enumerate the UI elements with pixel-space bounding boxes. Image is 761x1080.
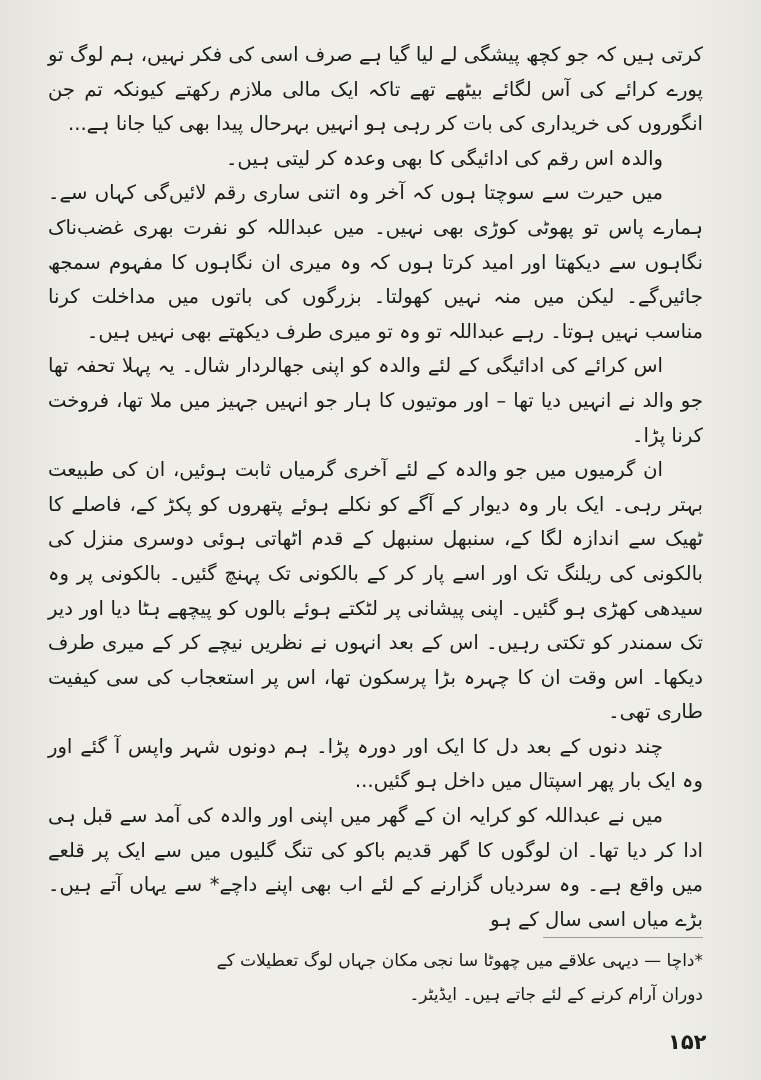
- paragraph-7: میں نے عبداللہ کو کرایہ ان کے گھر میں اپنی اور والدہ کی آمد سے قبل ہی ادا کر دیا تھا۔ ان لوگوں کا گھر قدیم باکو کی تنگ گلیوں میں سے ایک پر قلعے میں واقع ہے۔ وہ سردیاں گزارنے کے لئے اب بھی اپنے داچے* سے یہاں آتے ہیں۔ بڑے میاں اسی سال کے ہو: [48, 804, 703, 931]
- paragraph-2: والدہ اس رقم کی ادائیگی کا بھی وعدہ کر لیتی ہیں۔: [225, 146, 663, 170]
- page-number: ۱۵۲: [668, 1030, 707, 1054]
- paragraph-3: میں حیرت سے سوچتا ہوں کہ آخر وہ اتنی ساری رقم لائیں‌گی کہاں سے۔ ہمارے پاس تو پھوٹی کوڑی بھی نہیں۔ میں عبداللہ کو نفرت بھری غضب‌ناک نگاہوں سے دیکھتا اور امید کرتا ہوں کہ وہ میری ان نگاہوں کا مفہوم سمجھ جائیں‌گے۔ لیکن میں منہ نہیں کھولتا۔ بزرگوں کی باتوں میں مداخلت کرنا مناسب نہیں ہوتا۔ رہے عبداللہ تو وہ تو میری طرف دیکھتے بھی نہیں ہیں۔: [48, 181, 703, 343]
- paragraph-1: کرتی ہیں کہ جو کچھ پیشگی لے لیا گیا ہے صرف اسی کی فکر نہیں، ہم لوگ تو پورے کرائے کی آس لگائے بیٹھے تھے تاکہ ایک مالی ملازم رکھتے کیونکہ تم جن انگوروں کی خریداری کی بات کر رہی ہو انہیں بہرحال پیدا بھی کیا جانا ہے...: [48, 43, 703, 136]
- paragraph-4: اس کرائے کی ادائیگی کے لئے والدہ کو اپنی جھالردار شال۔ یہ پہلا تحفہ تھا جو والد نے انہیں دیا تھا – اور موتیوں کا ہار جو انہیں جہیز میں ملا تھا، فروخت کرنا پڑا۔: [48, 354, 703, 447]
- body-text: [48, 38, 703, 937]
- footnote-line-2: دوران آرام کرنے کے لئے جاتے ہیں۔ ایڈیٹر۔: [409, 985, 703, 1005]
- footnote: [48, 944, 703, 1012]
- footnote-line-1: *داچا — دیہی علاقے میں چھوٹا سا نجی مکان جہاں لوگ تعطیلات کے: [216, 951, 703, 971]
- paragraph-6: چند دنوں کے بعد دل کا ایک اور دورہ پڑا۔ ہم دونوں شہر واپس آ گئے اور وہ ایک بار پھر اسپتال میں داخل ہو گئیں...: [48, 734, 703, 793]
- footnote-divider: [543, 937, 703, 938]
- paragraph-5: ان گرمیوں میں جو والدہ کے لئے آخری گرمیاں ثابت ہوئیں، ان کی طبیعت بہتر رہی۔ ایک بار وہ دیوار کے آگے کو نکلے ہوئے پتھروں کو پکڑ کے، فاصلے کا ٹھیک سے اندازہ لگا کے، سنبھل سنبھل کے قدم اٹھاتی ہوئی دوسری منزل کی بالکونی کی ریلنگ تک اور اسے پار کر کے بالکونی تک پہنچ گئیں۔ بالکونی پر وہ سیدھی کھڑی ہو گئیں۔ اپنی پیشانی پر لٹکتے ہوئے بالوں کو پیچھے ہٹا دیا اور دیر تک سمندر کو تکتی رہیں۔ اس کے بعد انہوں نے نظریں نیچے کر کے میری طرف دیکھا۔ اس وقت ان کا چہرہ بڑا پرسکون تھا، اس پر استعجاب کی سی کیفیت طاری تھی۔: [48, 458, 703, 724]
